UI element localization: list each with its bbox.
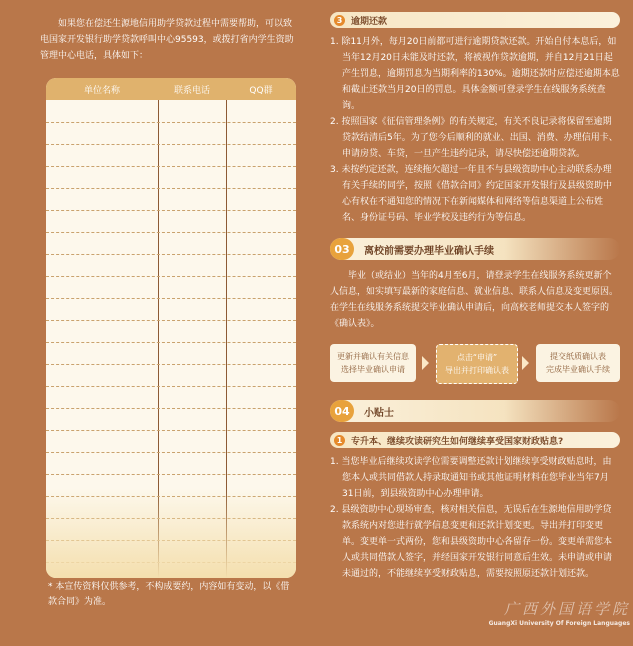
- flow-step-3: 提交纸质确认表 完成毕业确认手续: [536, 344, 620, 382]
- flow-step-2: 点击“申请” 导出并打印确认表: [436, 344, 518, 384]
- table-row-line: [46, 188, 296, 189]
- table-row-line: [46, 298, 296, 299]
- table-row-line: [46, 452, 296, 453]
- table-header: [46, 78, 296, 100]
- table-row-line: [46, 408, 296, 409]
- table-row-line: [46, 210, 296, 211]
- table-row-line: [46, 232, 296, 233]
- section-03-paragraph: 毕业（或结业）当年的4月至6月，请登录学生在线服务系统更新个人信息，如实填写最新的家庭信息、就业信息、联系人信息及变更原因。在学生在线服务系统提交毕业确认申请后，向高校老师提交本人签字的《确认表》。: [330, 271, 619, 329]
- section-04-number: 04: [330, 400, 354, 422]
- graduation-flow: [330, 344, 620, 386]
- contact-table: [46, 78, 296, 578]
- table-body: [46, 100, 296, 578]
- left-column: [40, 16, 300, 74]
- right-column: [330, 12, 620, 582]
- overdue-item: 1. 除11月外，每月20日前都可进行逾期贷款还款。开始自付本息后，如当年12月20日未能及时还款，将被视作贷款逾期，并自12月21日起产生罚息，逾期罚息为当期利率的130%。逾期还款时应偿还逾期本息和截止还款当月20日的罚息。具体金额可登录学生在线服务系统查询。: [330, 37, 620, 111]
- disclaimer-note: * 本宣传资料仅供参考，不构成要约，内容如有变动，以《借款合同》为准。: [48, 582, 290, 607]
- table-row-line: [46, 430, 296, 431]
- table-row-line: [46, 254, 296, 255]
- table-row-line: [46, 320, 296, 321]
- overdue-item: 3. 未按约定还款，连续拖欠超过一年且不与县级资助中心主动联系办理有关手续的同学，按照《借款合同》约定国家开发银行及县级资助中心有权在不通知您的情况下在新闻媒体和网络等信息渠道上公布姓名、身份证号码、毕业学校及违约行为等信息。: [330, 165, 613, 223]
- overdue-item: 2. 按照国家《征信管理条例》的有关规定，有关不良记录将保留至逾期贷款结清后5年。为了您今后顺利的就业、出国、消费、办理信用卡、申请房贷、车贷，一旦产生违约记录，请尽快偿还逾期贷款。: [330, 117, 618, 159]
- overdue-number-badge: 3: [334, 15, 345, 26]
- tip-title: 专升本、继续攻读研究生如何继续享受国家财政贴息?: [351, 436, 564, 447]
- section-03-title: 离校前需要办理毕业确认手续: [364, 245, 494, 257]
- table-row-line: [46, 166, 296, 167]
- section-04-heading: [330, 400, 620, 422]
- table-row-line: [46, 474, 296, 475]
- table-fade: [46, 488, 296, 578]
- logo-english: GuangXi University Of Foreign Languages: [488, 620, 630, 627]
- section-04-title: 小贴士: [364, 407, 394, 419]
- flow-arrow-icon: [522, 356, 529, 370]
- tip-item: 2. 县级资助中心现场审查，核对相关信息，无误后在生源地信用助学贷款系统内对您进行就学信息变更和还款计划变更。导出并打印变更单。变更单一式两份，您和县级资助中心各留存一份。变更单需您本人或共同借款人签字，并经国家开发银行同意后生效。未申请或申请未通过的，不能继续享受财政贴息，需要按照原还款计划还款。: [330, 505, 613, 579]
- tip-number-badge: 1: [334, 435, 345, 446]
- table-row-line: [46, 122, 296, 123]
- overdue-title: 逾期还款: [351, 16, 388, 27]
- logo-chinese: 广西外国语学院: [503, 600, 630, 618]
- overdue-heading: [330, 12, 620, 28]
- flow-arrow-icon: [422, 356, 429, 370]
- overdue-list: [330, 34, 620, 226]
- header-qq-group: QQ群: [249, 85, 273, 96]
- university-logo: [470, 598, 630, 627]
- table-row-line: [46, 386, 296, 387]
- flow-step-1: 更新并确认有关信息 选择毕业确认申请: [330, 344, 416, 382]
- intro-text: 如果您在偿还生源地信用助学贷款过程中需要帮助，可以致电国家开发银行助学贷款呼叫中心95593，或拨打省内学生资助管理中心电话，具体如下：: [40, 19, 294, 61]
- tip-list: [330, 454, 620, 582]
- tip-heading: [330, 432, 620, 448]
- table-row-line: [46, 276, 296, 277]
- section-03-number: 03: [330, 238, 354, 260]
- header-phone: 联系电话: [173, 85, 210, 96]
- header-unit-name: 单位名称: [83, 85, 120, 96]
- table-row-line: [46, 342, 296, 343]
- tip-item: 1. 当您毕业后继续攻读学位需要调整还款计划继续享受财政贴息时，由您本人或共同借款人持录取通知书或其他证明材料在您毕业当年7月31日前，到县级资助中心办理申请。: [330, 457, 612, 499]
- table-row-line: [46, 364, 296, 365]
- table-row-line: [46, 144, 296, 145]
- section-03-heading: [330, 238, 620, 260]
